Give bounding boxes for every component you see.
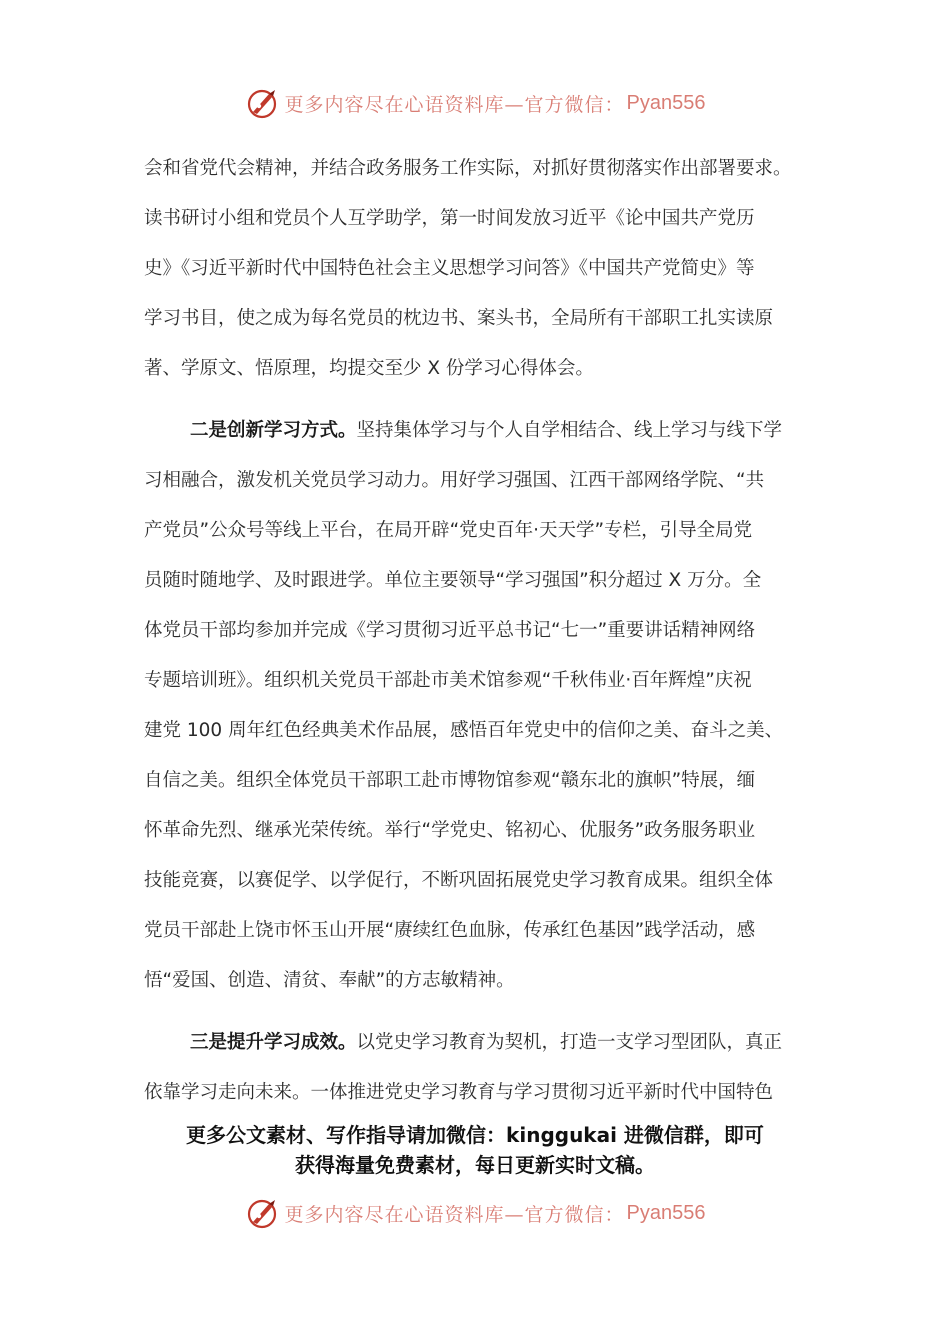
paragraph-3 xyxy=(144,1018,808,1118)
article-body xyxy=(144,144,808,1118)
text-line: 学习书目，使之成为每名党员的枕边书、案头书，全局所有干部职工扎实读原 xyxy=(144,308,774,329)
text-line: 会和省党代会精神，并结合政务服务工作实际，对抓好贯彻落实作出部署要求。 xyxy=(144,158,792,179)
text-line: 党员干部赴上饶市怀玉山开展“赓续红色血脉，传承红色基因”践学活动，感 xyxy=(144,920,756,941)
text-line: 专题培训班》。组织机关党员干部赴市美术馆参观“千秋伟业·百年辉煌”庆祝 xyxy=(144,670,752,691)
text-line: 读书研讨小组和党员个人互学助学，第一时间发放习近平《论中国共产党历 xyxy=(144,208,755,229)
text-line: 产党员”公众号等线上平台，在局开辟“党史百年·天天学”专栏，引导全局党 xyxy=(144,520,753,541)
banner-wechat-handle: Pyan556 xyxy=(626,91,706,114)
text-line: 习相融合，激发机关党员学习动力。用好学习强国、江西干部网络学院、“共 xyxy=(144,470,765,491)
banner-wechat-handle: Pyan556 xyxy=(626,1201,706,1224)
paragraph-2 xyxy=(144,406,808,1006)
paragraph-1 xyxy=(144,144,808,394)
text-line-rest: 以党史学习教育为契机，打造一支学习型团队，真正 xyxy=(356,1032,783,1053)
banner-text: 更多内容尽在心语资料库—官方微信： xyxy=(284,93,625,116)
pen-logo-icon xyxy=(245,1196,279,1230)
header-banner xyxy=(0,83,950,123)
banner-text: 更多内容尽在心语资料库—官方微信： xyxy=(284,1203,625,1226)
text-line: 员随时随地学、及时跟进学。单位主要领导“学习强国”积分超过 X 万分。全 xyxy=(144,570,762,591)
text-line-first xyxy=(144,1018,808,1068)
text-line: 怀革命先烈、继承光荣传统。举行“学党史、铭初心、优服务”政务服务职业 xyxy=(144,820,756,841)
pen-logo-icon xyxy=(245,86,279,120)
text-line: 建党 100 周年红色经典美术作品展，感悟百年党史中的信仰之美、奋斗之美、 xyxy=(144,720,784,741)
footer-banner xyxy=(0,1193,950,1233)
text-line: 史》《习近平新时代中国特色社会主义思想学习问答》《中国共产党简史》等 xyxy=(144,258,755,279)
text-line: 依靠学习走向未来。一体推进党史学习教育与学习贯彻习近平新时代中国特色 xyxy=(144,1082,774,1103)
text-line: 著、学原文、悟原理，均提交至少 X 份学习心得体会。 xyxy=(144,358,594,379)
text-line-first xyxy=(144,406,808,456)
text-line-rest: 坚持集体学习与个人自学相结合、线上学习与线下学 xyxy=(356,420,783,441)
text-line: 体党员干部均参加并完成《学习贯彻习近平总书记“七一”重要讲话精神网络 xyxy=(144,620,756,641)
promo-line-2: 获得海量免费素材，每日更新实时文稿。 xyxy=(295,1153,655,1177)
promo-notice xyxy=(0,1120,950,1180)
text-line: 技能竞赛，以赛促学、以学促行，不断巩固拓展党史学习教育成果。组织全体 xyxy=(144,870,774,891)
paragraph-lead: 三是提升学习成效。 xyxy=(190,1032,357,1053)
promo-line-1: 更多公文素材、写作指导请加微信：kinggukai 进微信群，即可 xyxy=(186,1123,764,1147)
paragraph-lead: 二是创新学习方式。 xyxy=(190,420,357,441)
text-line: 悟“爱国、创造、清贫、奉献”的方志敏精神。 xyxy=(144,970,515,991)
text-line: 自信之美。组织全体党员干部职工赴市博物馆参观“赣东北的旗帜”特展，缅 xyxy=(144,770,756,791)
